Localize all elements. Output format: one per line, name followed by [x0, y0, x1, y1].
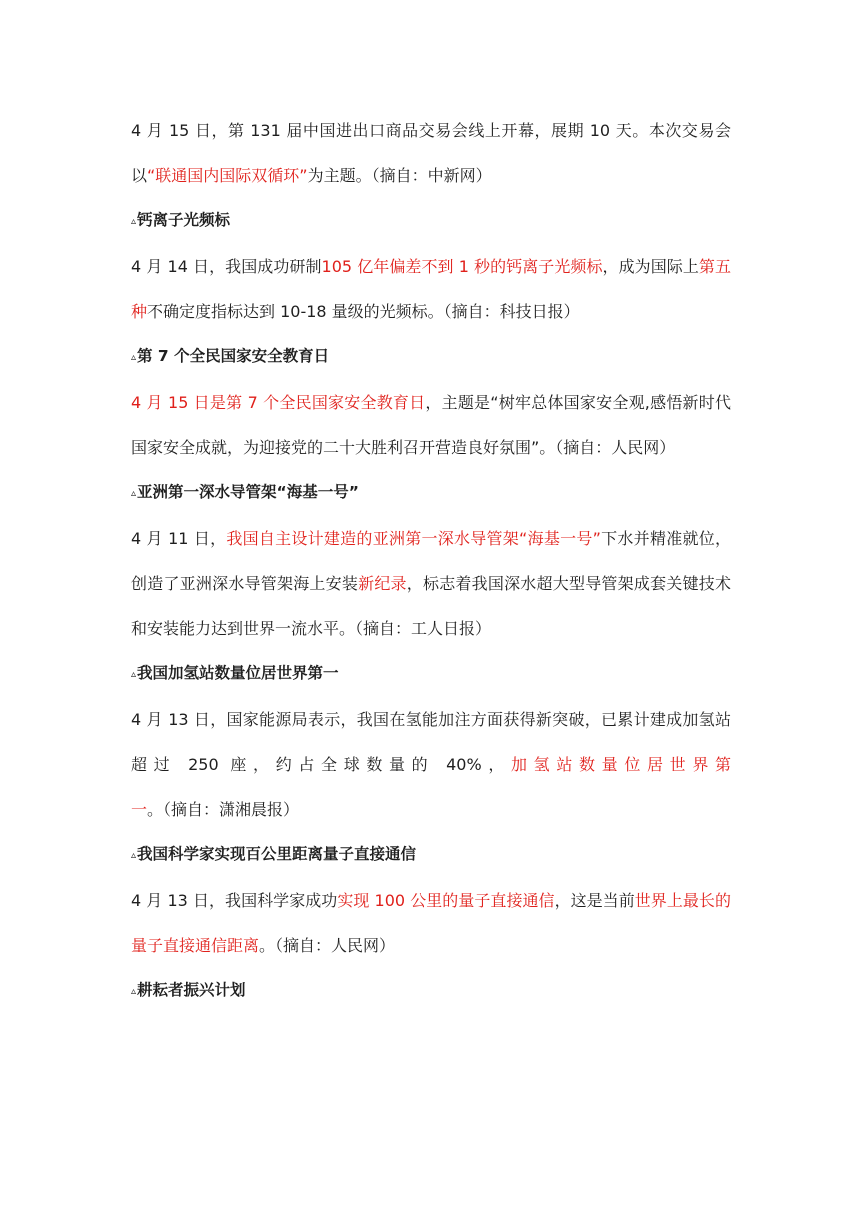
- triangle-bullet-icon: ▵: [131, 352, 137, 363]
- paragraph-security-education-day: [131, 380, 731, 470]
- paragraph-text: 4 月 11 日，: [131, 529, 227, 548]
- paragraph-text: 4 月 13 日，国家能源局表示，我国在氢能加注方面获得新突破，已累计建成加氢站超过 250 座，约占全球数量的 40%，: [131, 710, 731, 774]
- document-body: [131, 108, 731, 1014]
- highlight-text: 新纪录: [358, 574, 407, 593]
- highlight-text: 实现 100 公里的量子直接通信: [337, 891, 555, 910]
- paragraph-text: 4 月 15 日，第 131 届中国进出口商品交易会线上开幕，展期 10 天。本次交易会以: [131, 121, 731, 185]
- heading-cultivator-plan: [131, 968, 731, 1014]
- paragraph-text: ，成为国际上: [602, 257, 699, 276]
- paragraph-text: 4 月 13 日，我国科学家成功: [131, 891, 338, 910]
- paragraph-text: 下水并精准就位，创造了亚洲深水导管架海上安装: [131, 529, 731, 593]
- triangle-bullet-icon: ▵: [131, 488, 137, 499]
- paragraph-calcium-ion-clock: [131, 244, 731, 334]
- heading-quantum-communication: [131, 832, 731, 878]
- paragraph-text: 。（摘自：潇湘晨报）: [147, 800, 300, 819]
- paragraph-text: 4 月 14 日，我国成功研制: [131, 257, 322, 276]
- highlight-text: 105 亿年偏差不到 1 秒的钙离子光频标: [321, 257, 603, 276]
- highlight-text: 加氢站数量位居世界第一: [131, 755, 731, 819]
- paragraph-hydrogen-stations: [131, 697, 731, 832]
- heading-text: 我国加氢站数量位居世界第一: [137, 664, 339, 682]
- heading-calcium-ion-clock: [131, 198, 731, 244]
- heading-text: 第 7 个全民国家安全教育日: [137, 347, 330, 365]
- paragraph-text: ，标志着我国深水超大型导管架成套关键技术和安装能力达到世界一流水平。（摘自：工人日报）: [131, 574, 731, 638]
- highlight-text: “联通国内国际双循环”: [147, 166, 308, 185]
- paragraph-quantum-communication: [131, 878, 731, 968]
- triangle-bullet-icon: ▵: [131, 216, 137, 227]
- paragraph-text: 不确定度指标达到 10-18 量级的光频标。（摘自：科技日报）: [147, 302, 580, 321]
- paragraph-text: ，主题是“树牢总体国家安全观,感悟新时代国家安全成就，为迎接党的二十大胜利召开营造良好氛围”。（摘自：人民网）: [131, 393, 731, 457]
- heading-text: 钙离子光频标: [137, 211, 231, 229]
- paragraph-canton-fair: [131, 108, 731, 198]
- highlight-text: 我国自主设计建造的亚洲第一深水导管架“海基一号”: [226, 529, 601, 548]
- heading-hydrogen-stations: [131, 651, 731, 697]
- paragraph-text: 。（摘自：人民网）: [259, 936, 396, 955]
- paragraph-text: ，这是当前: [554, 891, 635, 910]
- highlight-text: 4 月 15 日是第 7 个全民国家安全教育日: [131, 393, 426, 412]
- heading-text: 我国科学家实现百公里距离量子直接通信: [137, 845, 417, 863]
- highlight-text: 第五种: [131, 257, 731, 321]
- triangle-bullet-icon: ▵: [131, 850, 137, 861]
- heading-haiji-one: [131, 470, 731, 516]
- heading-text: 耕耘者振兴计划: [137, 981, 246, 999]
- highlight-text: 世界上最长的量子直接通信距离: [131, 891, 731, 955]
- triangle-bullet-icon: ▵: [131, 986, 137, 997]
- paragraph-text: 为主题。（摘自：中新网）: [307, 166, 492, 185]
- triangle-bullet-icon: ▵: [131, 669, 137, 680]
- heading-text: 亚洲第一深水导管架“海基一号”: [137, 483, 359, 501]
- paragraph-haiji-one: [131, 516, 731, 651]
- heading-security-education-day: [131, 334, 731, 380]
